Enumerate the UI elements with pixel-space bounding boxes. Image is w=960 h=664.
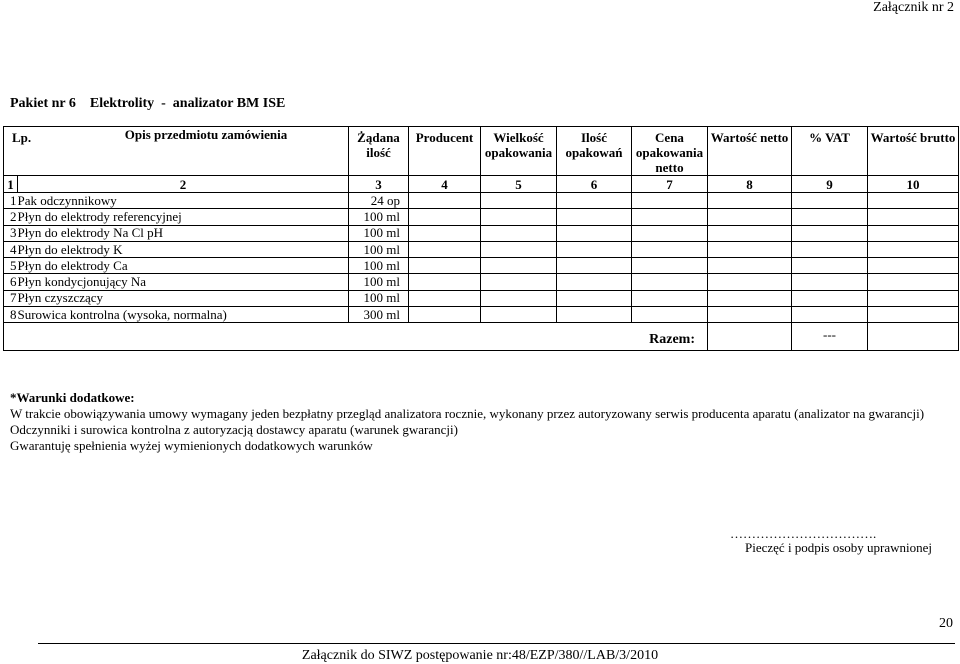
attachment-label: Załącznik nr 2 <box>873 0 954 15</box>
row-name: Płyn czyszczący <box>18 290 349 306</box>
row-cell <box>868 193 959 209</box>
table-row <box>4 209 959 225</box>
row-cell <box>708 258 792 274</box>
row-cell <box>557 258 632 274</box>
row-cell <box>868 290 959 306</box>
table-row <box>4 307 959 323</box>
row-cell <box>792 225 868 241</box>
row-cell <box>557 193 632 209</box>
col-number: 4 <box>409 176 481 193</box>
condition-line: Gwarantuję spełnienia wyżej wymienionych dodatkowych warunków <box>10 438 373 453</box>
col-number: 5 <box>481 176 557 193</box>
row-qty: 100 ml <box>349 290 409 306</box>
row-cell <box>557 274 632 290</box>
header-net-value: Wartość netto <box>708 127 792 176</box>
header-gross-value: Wartość brutto <box>868 127 959 176</box>
row-lp: 1 <box>4 193 18 209</box>
row-lp: 2 <box>4 209 18 225</box>
row-lp: 7 <box>4 290 18 306</box>
row-cell <box>557 209 632 225</box>
condition-line: Odczynniki i surowica kontrolna z autoryzacją dostawcy aparatu (warunek gwarancji) <box>10 422 458 437</box>
header-lp: Lp. <box>12 130 32 145</box>
footer-divider <box>38 643 955 644</box>
row-qty: 100 ml <box>349 274 409 290</box>
row-cell <box>868 258 959 274</box>
row-cell <box>792 307 868 323</box>
row-qty: 100 ml <box>349 225 409 241</box>
row-qty: 100 ml <box>349 209 409 225</box>
row-name: Płyn do elektrody K <box>18 241 349 257</box>
row-cell <box>632 290 708 306</box>
total-dash: --- <box>792 323 868 351</box>
row-cell <box>481 307 557 323</box>
header-vat: % VAT <box>792 127 868 176</box>
row-cell <box>409 209 481 225</box>
page-number: 20 <box>939 616 953 631</box>
row-cell <box>708 241 792 257</box>
row-cell <box>632 209 708 225</box>
table-row <box>4 258 959 274</box>
row-cell <box>481 274 557 290</box>
row-cell <box>409 241 481 257</box>
row-name: Surowica kontrolna (wysoka, normalna) <box>18 307 349 323</box>
row-cell <box>868 225 959 241</box>
row-cell <box>708 225 792 241</box>
row-cell <box>481 193 557 209</box>
column-numbers-row <box>4 176 959 193</box>
items-table <box>3 126 959 351</box>
row-cell <box>792 258 868 274</box>
row-qty: 100 ml <box>349 258 409 274</box>
col-number: 8 <box>708 176 792 193</box>
row-cell <box>481 241 557 257</box>
row-cell <box>708 274 792 290</box>
total-net-value <box>708 323 792 351</box>
row-qty: 100 ml <box>349 241 409 257</box>
row-cell <box>708 209 792 225</box>
signature-dots: ……………………………. <box>730 526 877 541</box>
row-cell <box>792 290 868 306</box>
header-pack-size: Wielkość opakowania <box>481 127 557 176</box>
table-row <box>4 274 959 290</box>
col-number: 9 <box>792 176 868 193</box>
row-name: Płyn do elektrody Na Cl pH <box>18 225 349 241</box>
row-cell <box>481 258 557 274</box>
row-name: Płyn do elektrody referencyjnej <box>18 209 349 225</box>
row-cell <box>792 241 868 257</box>
row-cell <box>409 193 481 209</box>
row-cell <box>557 307 632 323</box>
additional-conditions <box>10 390 945 454</box>
total-row <box>4 323 959 351</box>
header-pack-price: Cena opakowania netto <box>632 127 708 176</box>
row-cell <box>409 307 481 323</box>
total-gross-value <box>868 323 959 351</box>
col-number: 10 <box>868 176 959 193</box>
row-name: Pak odczynnikowy <box>18 193 349 209</box>
row-lp: 8 <box>4 307 18 323</box>
row-cell <box>557 290 632 306</box>
row-qty: 300 ml <box>349 307 409 323</box>
row-lp: 4 <box>4 241 18 257</box>
row-cell <box>792 209 868 225</box>
signature-label: Pieczęć i podpis osoby uprawnionej <box>745 540 933 555</box>
header-qty: Żądana ilość <box>349 127 409 176</box>
row-cell <box>708 307 792 323</box>
row-cell <box>481 290 557 306</box>
header-lp-desc <box>4 127 349 176</box>
row-lp: 3 <box>4 225 18 241</box>
col-number: 1 <box>4 176 18 193</box>
page-title: Pakiet nr 6 Elektrolity - analizator BM ISE <box>10 96 286 111</box>
row-cell <box>632 193 708 209</box>
conditions-heading: *Warunki dodatkowe: <box>10 390 135 405</box>
table-row <box>4 193 959 209</box>
table-row <box>4 290 959 306</box>
row-cell <box>868 307 959 323</box>
row-cell <box>632 274 708 290</box>
header-row <box>4 127 959 176</box>
header-producer: Producent <box>409 127 481 176</box>
col-number: 7 <box>632 176 708 193</box>
row-cell <box>481 225 557 241</box>
col-number: 3 <box>349 176 409 193</box>
row-name: Płyn do elektrody Ca <box>18 258 349 274</box>
row-cell <box>792 274 868 290</box>
total-label: Razem: <box>4 323 708 351</box>
row-cell <box>557 225 632 241</box>
row-cell <box>557 241 632 257</box>
header-pack-count: Ilość opakowań <box>557 127 632 176</box>
row-cell <box>409 274 481 290</box>
row-cell <box>632 258 708 274</box>
row-cell <box>868 274 959 290</box>
row-lp: 5 <box>4 258 18 274</box>
row-cell <box>409 290 481 306</box>
row-name: Płyn kondycjonujący Na <box>18 274 349 290</box>
row-cell <box>708 290 792 306</box>
footer-text: Załącznik do SIWZ postępowanie nr:48/EZP/380//LAB/3/2010 <box>301 648 659 663</box>
row-qty: 24 op <box>349 193 409 209</box>
row-cell <box>632 241 708 257</box>
table-row <box>4 241 959 257</box>
row-cell <box>868 209 959 225</box>
row-cell <box>708 193 792 209</box>
header-desc: Opis przedmiotu zamówienia <box>124 127 288 142</box>
table-row <box>4 225 959 241</box>
row-cell <box>409 258 481 274</box>
col-number: 6 <box>557 176 632 193</box>
col-number: 2 <box>18 176 349 193</box>
row-cell <box>481 209 557 225</box>
row-cell <box>409 225 481 241</box>
row-cell <box>792 193 868 209</box>
row-cell <box>632 307 708 323</box>
row-lp: 6 <box>4 274 18 290</box>
row-cell <box>632 225 708 241</box>
condition-line: W trakcie obowiązywania umowy wymagany jeden bezpłatny przegląd analizatora rocznie, wykonany przez autoryzowany serwis producenta aparatu (analizator na gwarancji) <box>10 406 925 421</box>
row-cell <box>868 241 959 257</box>
